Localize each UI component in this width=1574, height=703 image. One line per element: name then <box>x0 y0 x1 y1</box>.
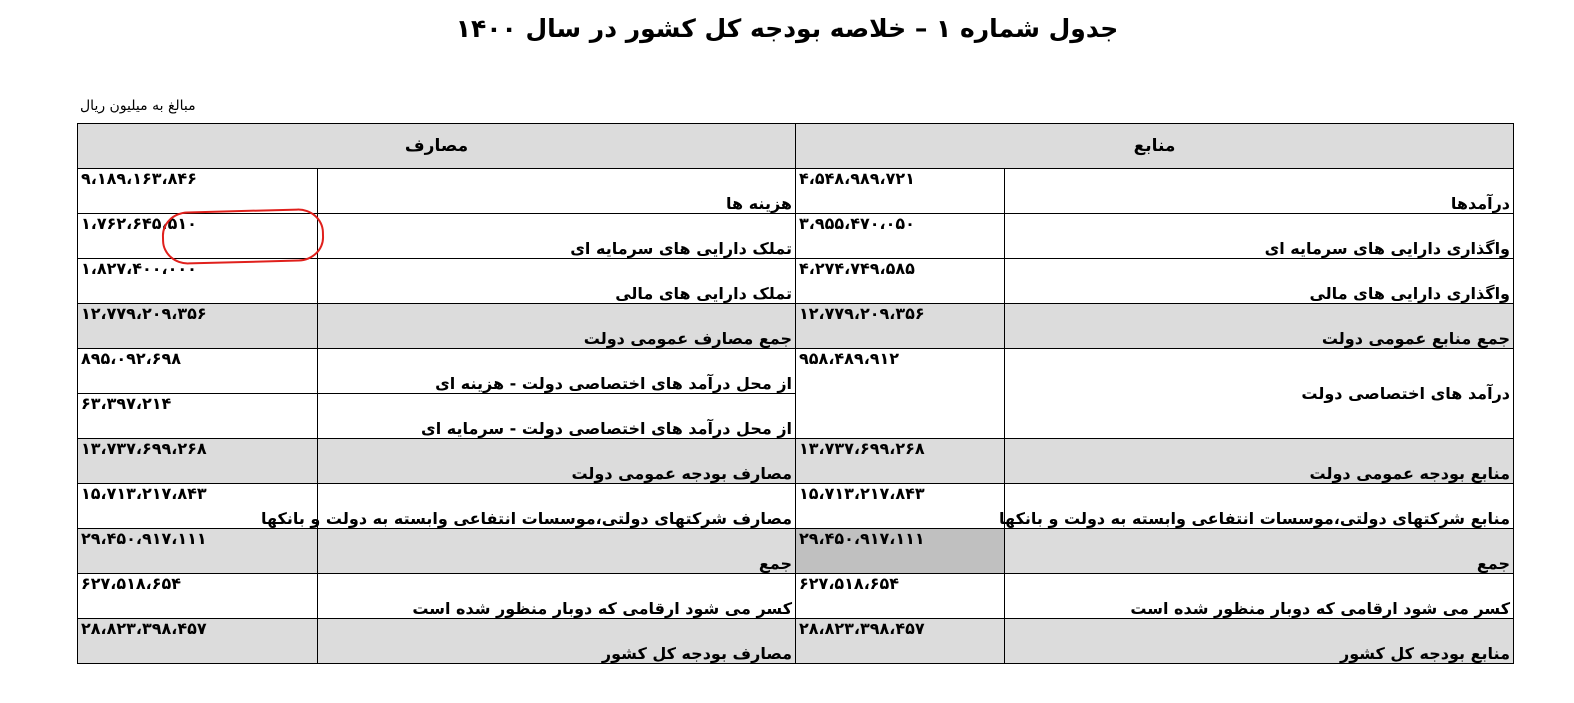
use-label: مصارف شرکتهای دولتی،موسسات انتفاعی وابسته به دولت و بانکها <box>317 484 795 529</box>
source-value: ۲۸،۸۲۳،۳۹۸،۴۵۷ <box>796 619 1005 664</box>
use-label: مصارف بودجه عمومی دولت <box>317 439 795 484</box>
table-row <box>78 259 1514 304</box>
use-label: از محل درآمد های اختصاصی دولت - هزینه ای <box>317 349 795 394</box>
budget-summary-table <box>77 123 1514 664</box>
source-value: ۳،۹۵۵،۴۷۰،۰۵۰ <box>796 214 1005 259</box>
source-value: ۱۳،۷۳۷،۶۹۹،۲۶۸ <box>796 439 1005 484</box>
sources-header: منابع <box>796 124 1514 169</box>
use-label: جمع <box>317 529 795 574</box>
uses-header: مصارف <box>78 124 796 169</box>
grand-total-row <box>78 619 1514 664</box>
table-row <box>78 169 1514 214</box>
table-header-row <box>78 124 1514 169</box>
subtotal-row <box>78 304 1514 349</box>
use-value: ۶۲۷،۵۱۸،۶۵۴ <box>78 574 318 619</box>
use-label: کسر می شود ارقامی که دوبار منظور شده است <box>317 574 795 619</box>
table-row <box>78 574 1514 619</box>
source-label: درآمدها <box>1004 169 1513 214</box>
table-row <box>78 349 1514 394</box>
use-label: هزینه ها <box>317 169 795 214</box>
use-label: تملک دارایی های مالی <box>317 259 795 304</box>
use-value: ۱۵،۷۱۳،۲۱۷،۸۴۳ <box>78 484 318 529</box>
subtotal-row <box>78 439 1514 484</box>
use-label: از محل درآمد های اختصاصی دولت - سرمایه ای <box>317 394 795 439</box>
source-label: واگذاری دارایی های سرمایه ای <box>1004 214 1513 259</box>
use-label: مصارف بودجه کل کشور <box>317 619 795 664</box>
source-label: منابع بودجه کل کشور <box>1004 619 1513 664</box>
source-label: جمع <box>1004 529 1513 574</box>
source-label: واگذاری دارایی های مالی <box>1004 259 1513 304</box>
source-value: ۲۹،۴۵۰،۹۱۷،۱۱۱ <box>796 529 1005 574</box>
use-label: تملک دارایی های سرمایه ای <box>317 214 795 259</box>
use-value: ۲۹،۴۵۰،۹۱۷،۱۱۱ <box>78 529 318 574</box>
use-value: ۱۲،۷۷۹،۲۰۹،۳۵۶ <box>78 304 318 349</box>
use-value: ۱۳،۷۳۷،۶۹۹،۲۶۸ <box>78 439 318 484</box>
total-row <box>78 529 1514 574</box>
use-label: جمع مصارف عمومی دولت <box>317 304 795 349</box>
source-value: ۱۲،۷۷۹،۲۰۹،۳۵۶ <box>796 304 1005 349</box>
source-label: جمع منابع عمومی دولت <box>1004 304 1513 349</box>
table-row <box>78 214 1514 259</box>
source-value: ۹۵۸،۴۸۹،۹۱۲ <box>796 349 1005 439</box>
page-title: جدول شماره ۱ – خلاصه بودجه کل کشور در سال ۱۴۰۰ <box>455 14 1119 43</box>
source-value: ۴،۵۴۸،۹۸۹،۷۲۱ <box>796 169 1005 214</box>
use-value: ۱،۷۶۲،۶۴۵،۵۱۰ <box>78 214 318 259</box>
use-value: ۱،۸۲۷،۴۰۰،۰۰۰ <box>78 259 318 304</box>
source-value: ۶۲۷،۵۱۸،۶۵۴ <box>796 574 1005 619</box>
source-value: ۴،۲۷۴،۷۴۹،۵۸۵ <box>796 259 1005 304</box>
table-row <box>78 484 1514 529</box>
unit-note: مبالغ به میلیون ریال <box>80 98 196 114</box>
use-value: ۹،۱۸۹،۱۶۳،۸۴۶ <box>78 169 318 214</box>
use-value: ۶۳،۳۹۷،۲۱۴ <box>78 394 318 439</box>
use-value: ۸۹۵،۰۹۲،۶۹۸ <box>78 349 318 394</box>
source-label: کسر می شود ارقامی که دوبار منظور شده است <box>1004 574 1513 619</box>
use-value: ۲۸،۸۲۳،۳۹۸،۴۵۷ <box>78 619 318 664</box>
source-label: منابع شرکتهای دولتی،موسسات انتفاعی وابسته به دولت و بانکها <box>1004 484 1513 529</box>
source-value: ۱۵،۷۱۳،۲۱۷،۸۴۳ <box>796 484 1005 529</box>
source-label: درآمد های اختصاصی دولت <box>1004 349 1513 439</box>
source-label: منابع بودجه عمومی دولت <box>1004 439 1513 484</box>
